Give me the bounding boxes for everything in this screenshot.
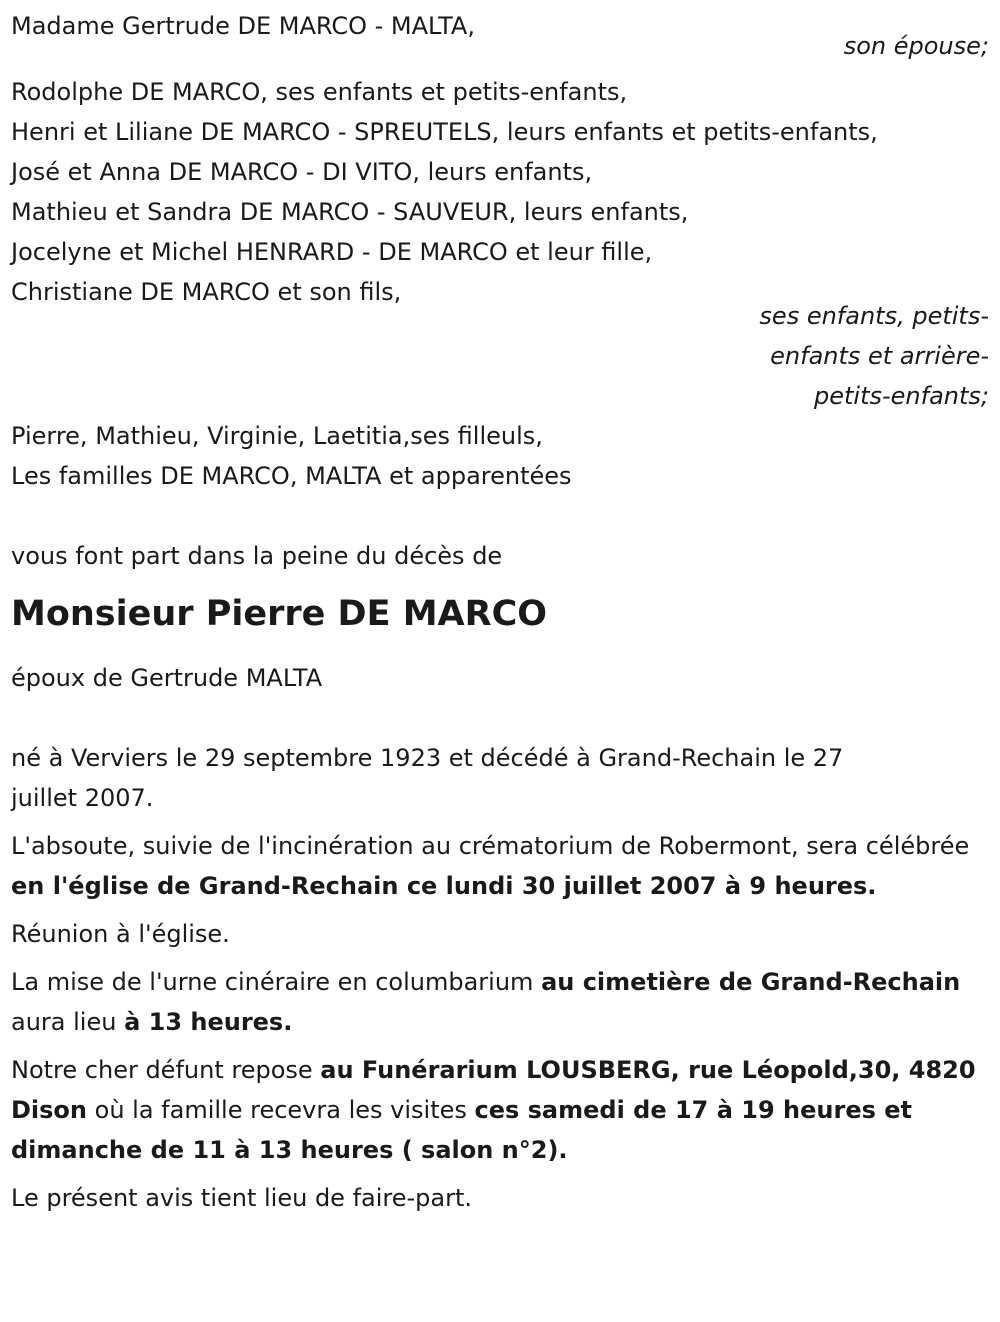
- birth-death-line: juillet 2007.: [11, 784, 154, 812]
- family-line: José et Anna DE MARCO - DI VITO, leurs enfants,: [11, 158, 593, 186]
- deceased-name: Monsieur Pierre DE MARCO: [11, 594, 548, 634]
- family-line: Jocelyne et Michel HENRARD - DE MARCO et leur fille,: [11, 238, 653, 266]
- ceremony-intro: L'absoute, suivie de l'incinération au crématorium de Robermont, sera célébrée: [11, 832, 970, 860]
- godchildren-line: Pierre, Mathieu, Virginie, Laetitia,ses filleuls,: [11, 422, 543, 450]
- funeral-home: au Funérarium LOUSBERG, rue Léopold,30, 4820 Dison: [11, 1056, 976, 1124]
- urn-time: à 13 heures.: [124, 1008, 293, 1036]
- meeting-paragraph: Réunion à l'église.: [11, 920, 230, 948]
- visiting-hours: ces samedi de 17 à 19 heures et dimanche de 11 à 13 heures ( salon n°2).: [11, 1096, 912, 1164]
- children-role-line: petits-enfants;: [814, 382, 989, 410]
- visits-paragraph: Notre cher défunt repose au Funérarium LOUSBERG, rue Léopold,30, 4820 Dison où la famille recevra les visites ces samedi de 17 à 19 heures et dimanche de 11 à 13 heures ( salon n°2).: [11, 1056, 976, 1164]
- announcement: vous font part dans la peine du décès de: [11, 542, 503, 570]
- spouse-name: Madame Gertrude DE MARCO - MALTA,: [11, 12, 475, 40]
- families-line: Les familles DE MARCO, MALTA et apparentées: [11, 462, 572, 490]
- ceremony-details: en l'église de Grand-Rechain ce lundi 30 juillet 2007 à 9 heures.: [11, 872, 877, 900]
- family-line: Henri et Liliane DE MARCO - SPREUTELS, leurs enfants et petits-enfants,: [11, 118, 878, 146]
- ceremony-paragraph: [11, 826, 986, 906]
- spouse-role: son épouse;: [843, 32, 989, 60]
- birth-death-line: né à Verviers le 29 septembre 1923 et décédé à Grand-Rechain le 27: [11, 744, 844, 772]
- children-role-line: ses enfants, petits-: [759, 302, 989, 330]
- family-line: Rodolphe DE MARCO, ses enfants et petits-enfants,: [11, 78, 628, 106]
- urn-paragraph: La mise de l'urne cinéraire en columbarium au cimetière de Grand-Rechain aura lieu à 13 heures.: [11, 968, 961, 1036]
- closing-line: Le présent avis tient lieu de faire-part.: [11, 1184, 473, 1212]
- children-role-line: enfants et arrière-: [770, 342, 989, 370]
- spouse-of: époux de Gertrude MALTA: [11, 664, 323, 692]
- family-line: Christiane DE MARCO et son fils,: [11, 278, 402, 306]
- family-line: Mathieu et Sandra DE MARCO - SAUVEUR, leurs enfants,: [11, 198, 689, 226]
- urn-location: au cimetière de Grand-Rechain: [541, 968, 961, 996]
